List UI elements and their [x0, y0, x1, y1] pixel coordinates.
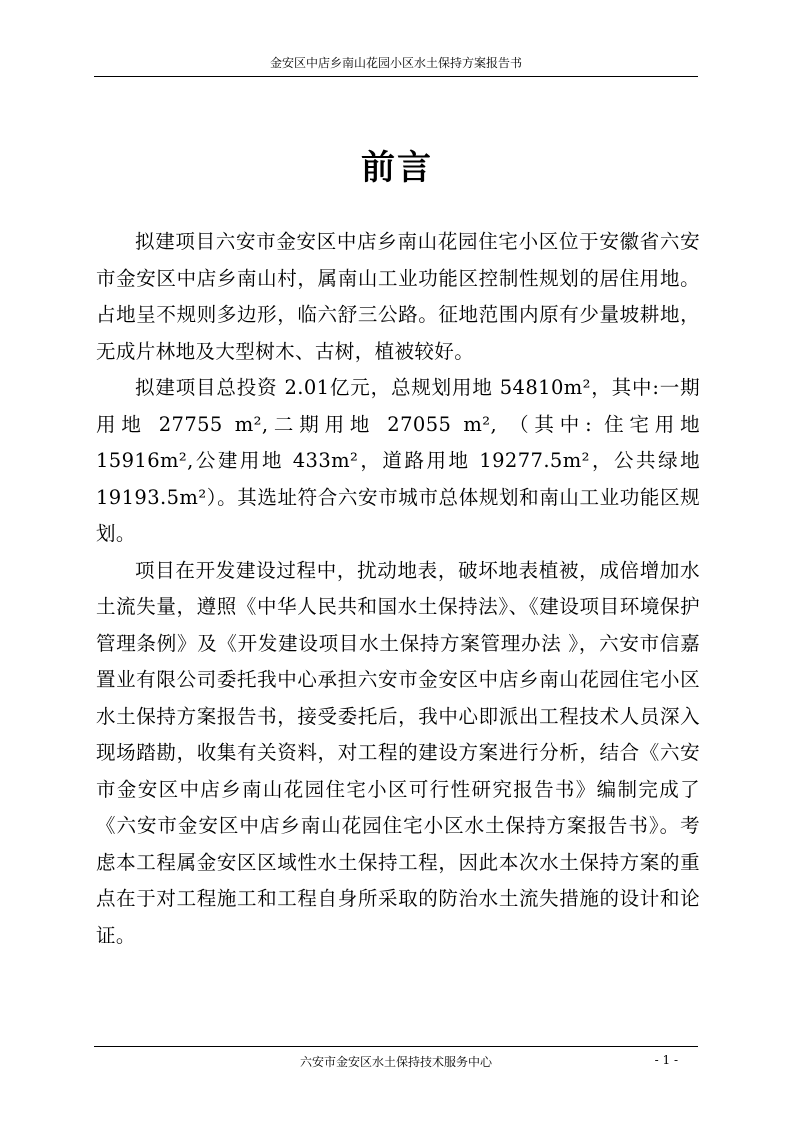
paragraph: 项目在开发建设过程中，扰动地表，破坏地表植被，成倍增加水土流失量，遵照《中华人民共和国水土保持法》、《建设项目环境保护管理条例》及《开发建设项目水土保持方案管理办法 》，六安市信嘉置业有限公司委托我中心承担六安市金安区中店乡南山花园住宅小区水土保持方案报告书，接受委托后，我中心即派出工程技术人员深入现场踏勘，收集有关资料，对工程的建设方案进行分析，结合《六安市金安区中店乡南山花园住宅小区可行性研究报告书》编制完成了《六安市金安区中店乡南山花园住宅小区水土保持方案报告书》。考虑本工程属金安区区域性水土保持工程，因此本次水土保持方案的重点在于对工程施工和工程自身所采取的防治水土流失措施的设计和论证。	[96, 558, 700, 947]
document-title: 前言	[361, 148, 433, 188]
paragraph: 拟建项目总投资 2.01亿元，总规划用地 54810m²，其中:一期用地 27755 m²,二期用地 27055 m², （其中: 住宅用地 15916m²,公建用地 433m²，道路用地 19277.5m²，公共绿地 19193.5m²）。其选址符合六安市城市总体规划和南山工业功能区规划。	[96, 376, 700, 545]
page-number: - 1 -	[654, 1053, 678, 1067]
page-header	[94, 56, 698, 77]
page-footer	[94, 1046, 698, 1077]
document-body	[96, 224, 700, 954]
paragraph: 拟建项目六安市金安区中店乡南山花园住宅小区位于安徽省六安市金安区中店乡南山村，属南山工业功能区控制性规划的居住用地。占地呈不规则多边形，临六舒三公路。征地范围内原有少量坡耕地，无成片林地及大型树木、古树，植被较好。	[96, 230, 700, 363]
footer-organization: 六安市金安区水土保持技术服务中心	[299, 1055, 492, 1069]
header-title: 金安区中店乡南山花园小区水土保持方案报告书	[269, 56, 522, 70]
